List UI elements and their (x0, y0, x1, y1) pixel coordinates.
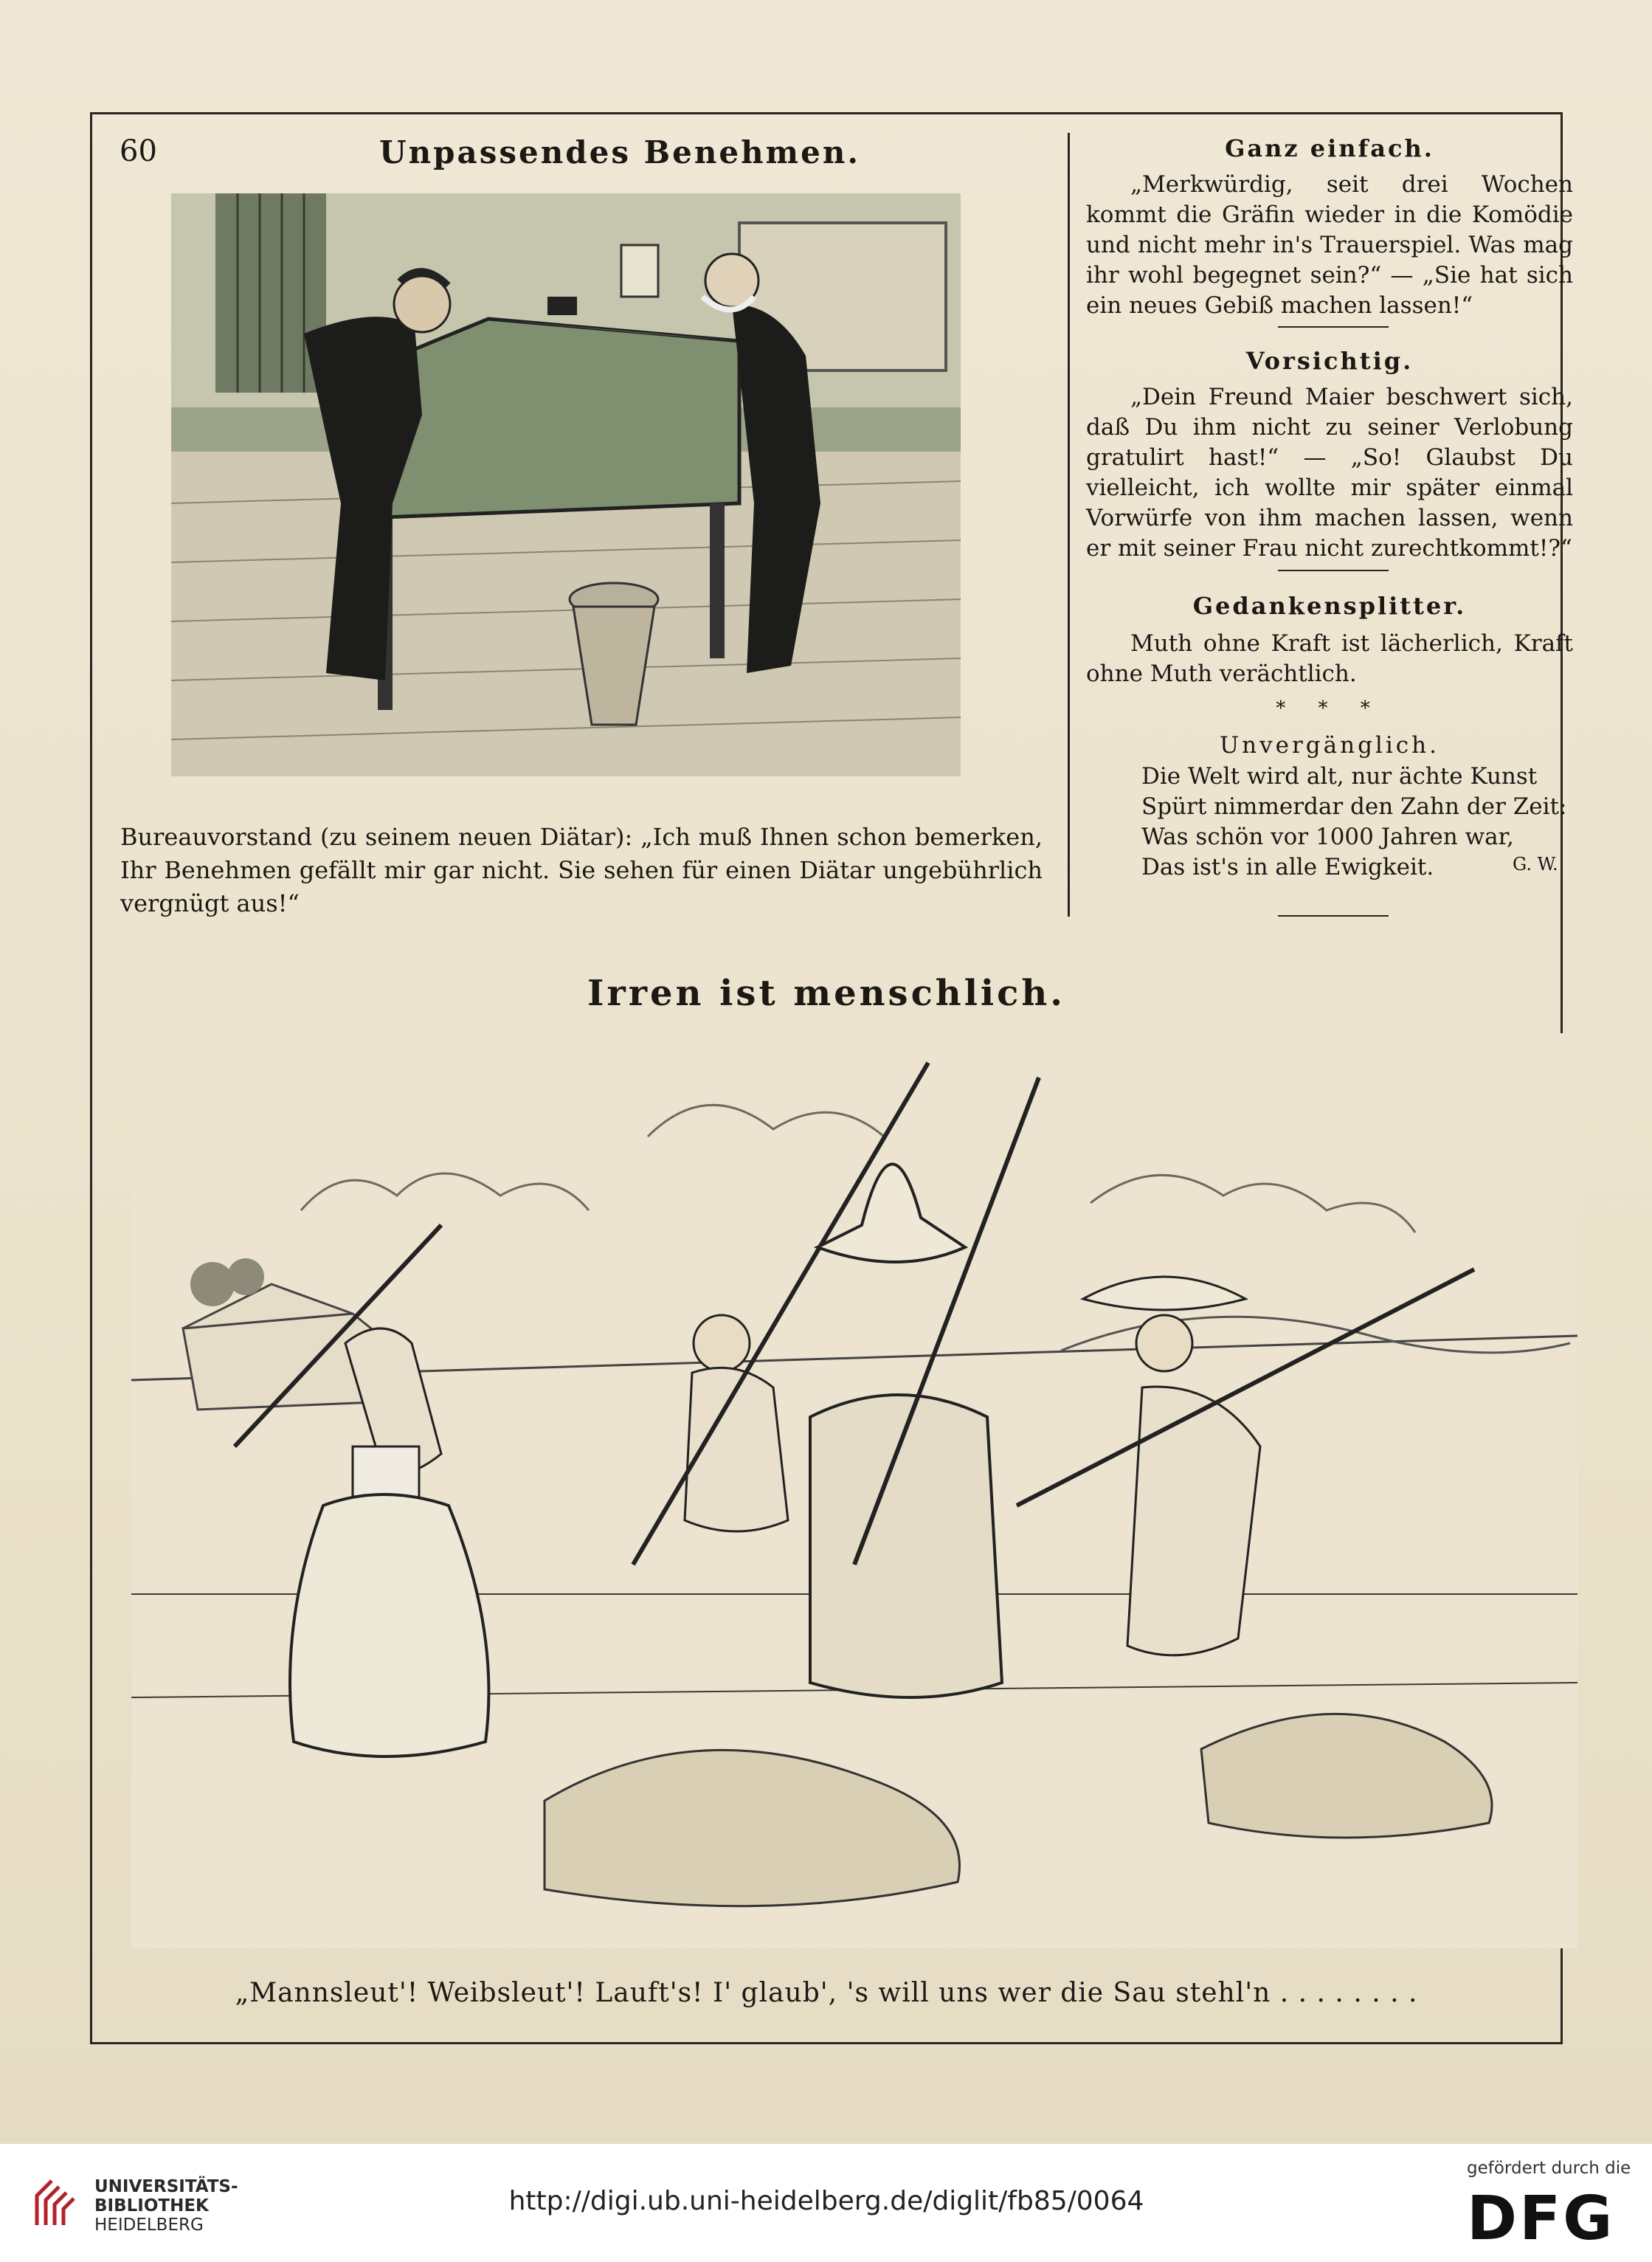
separator-rule (1278, 326, 1389, 328)
page-number: 60 (120, 134, 157, 168)
left-cartoon-caption: Bureauvorstand (zu seinem neuen Diätar): „Ich muß Ihnen schon bemerken, Ihr Benehmen gefällt mir gar nicht. Sie sehen für einen Diätar ungebührlich vergnügt aus!“ (120, 823, 1043, 917)
main-cartoon-caption: „Mannsleut'! Weibsleut'! Lauft's! I' glaub', 's will uns wer die Sau stehl'n . . . . . . . . (235, 1978, 1418, 2008)
poem-line: Was schön vor 1000 Jahren war, (1141, 824, 1514, 850)
funded-by-text: gefördert durch die (1467, 2159, 1631, 2178)
paragraph: „Merkwürdig, seit drei Wochen kommt die Gräfin wieder in die Komödie und nicht mehr in's Trauerspiel. Was mag ihr wohl begegnet sein?“ — „Sie hat sich ein neues Gebiß machen lassen!“ (1086, 171, 1573, 319)
asterism: * * * (1276, 697, 1383, 720)
institution-line: HEIDELBERG (94, 2216, 204, 2235)
poem-title: Unvergänglich. (1220, 732, 1440, 759)
section-text-gedankensplitter (1086, 629, 1573, 689)
paragraph: „Dein Freund Maier beschwert sich, daß Du ihm nicht zu seiner Verlobung gratulirt hast!“ — „So! Glaubst Du vielleicht, ich wollte mir später einmal Vorwürfe von ihm machen lassen, wenn er mit seiner Frau nicht zurechtkommt!?“ (1086, 384, 1573, 562)
column-divider (1068, 133, 1070, 917)
section-text-vorsichtig (1086, 382, 1573, 564)
office-cartoon-illustration (171, 193, 961, 776)
section-title-gedankensplitter: Gedankensplitter. (1192, 592, 1467, 620)
author-signature: G. W. (1513, 854, 1558, 875)
institution-name (94, 2177, 238, 2235)
poem (1141, 762, 1569, 883)
institution-line: BIBLIOTHEK (94, 2196, 209, 2216)
poem-line: Das ist's in alle Ewigkeit. (1141, 854, 1434, 880)
left-cartoon-title: Unpassendes Benehmen. (379, 134, 860, 170)
university-library-logo-icon (30, 2173, 89, 2232)
separator-rule (1278, 570, 1389, 571)
institution-line: UNIVERSITÄTS- (94, 2177, 238, 2196)
section-text-ganz-einfach (1086, 170, 1573, 321)
dfg-logo: DFG (1467, 2184, 1615, 2254)
viewer-footer (0, 2144, 1652, 2262)
main-cartoon-title: Irren ist menschlich. (587, 973, 1065, 1014)
separator-rule (1278, 915, 1389, 917)
poem-line: Spürt nimmerdar den Zahn der Zeit: (1141, 793, 1567, 820)
field-cartoon-illustration (131, 1033, 1577, 1948)
paragraph: Muth ohne Kraft ist lächerlich, Kraft ohne Muth verächtlich. (1086, 630, 1573, 687)
section-title-vorsichtig: Vorsichtig. (1245, 347, 1414, 375)
poem-line: Die Welt wird alt, nur ächte Kunst (1141, 763, 1538, 790)
permalink-url[interactable]: http://digi.ub.uni-heidelberg.de/diglit/fb85/0064 (508, 2186, 1144, 2216)
section-title-ganz-einfach: Ganz einfach. (1225, 134, 1434, 162)
